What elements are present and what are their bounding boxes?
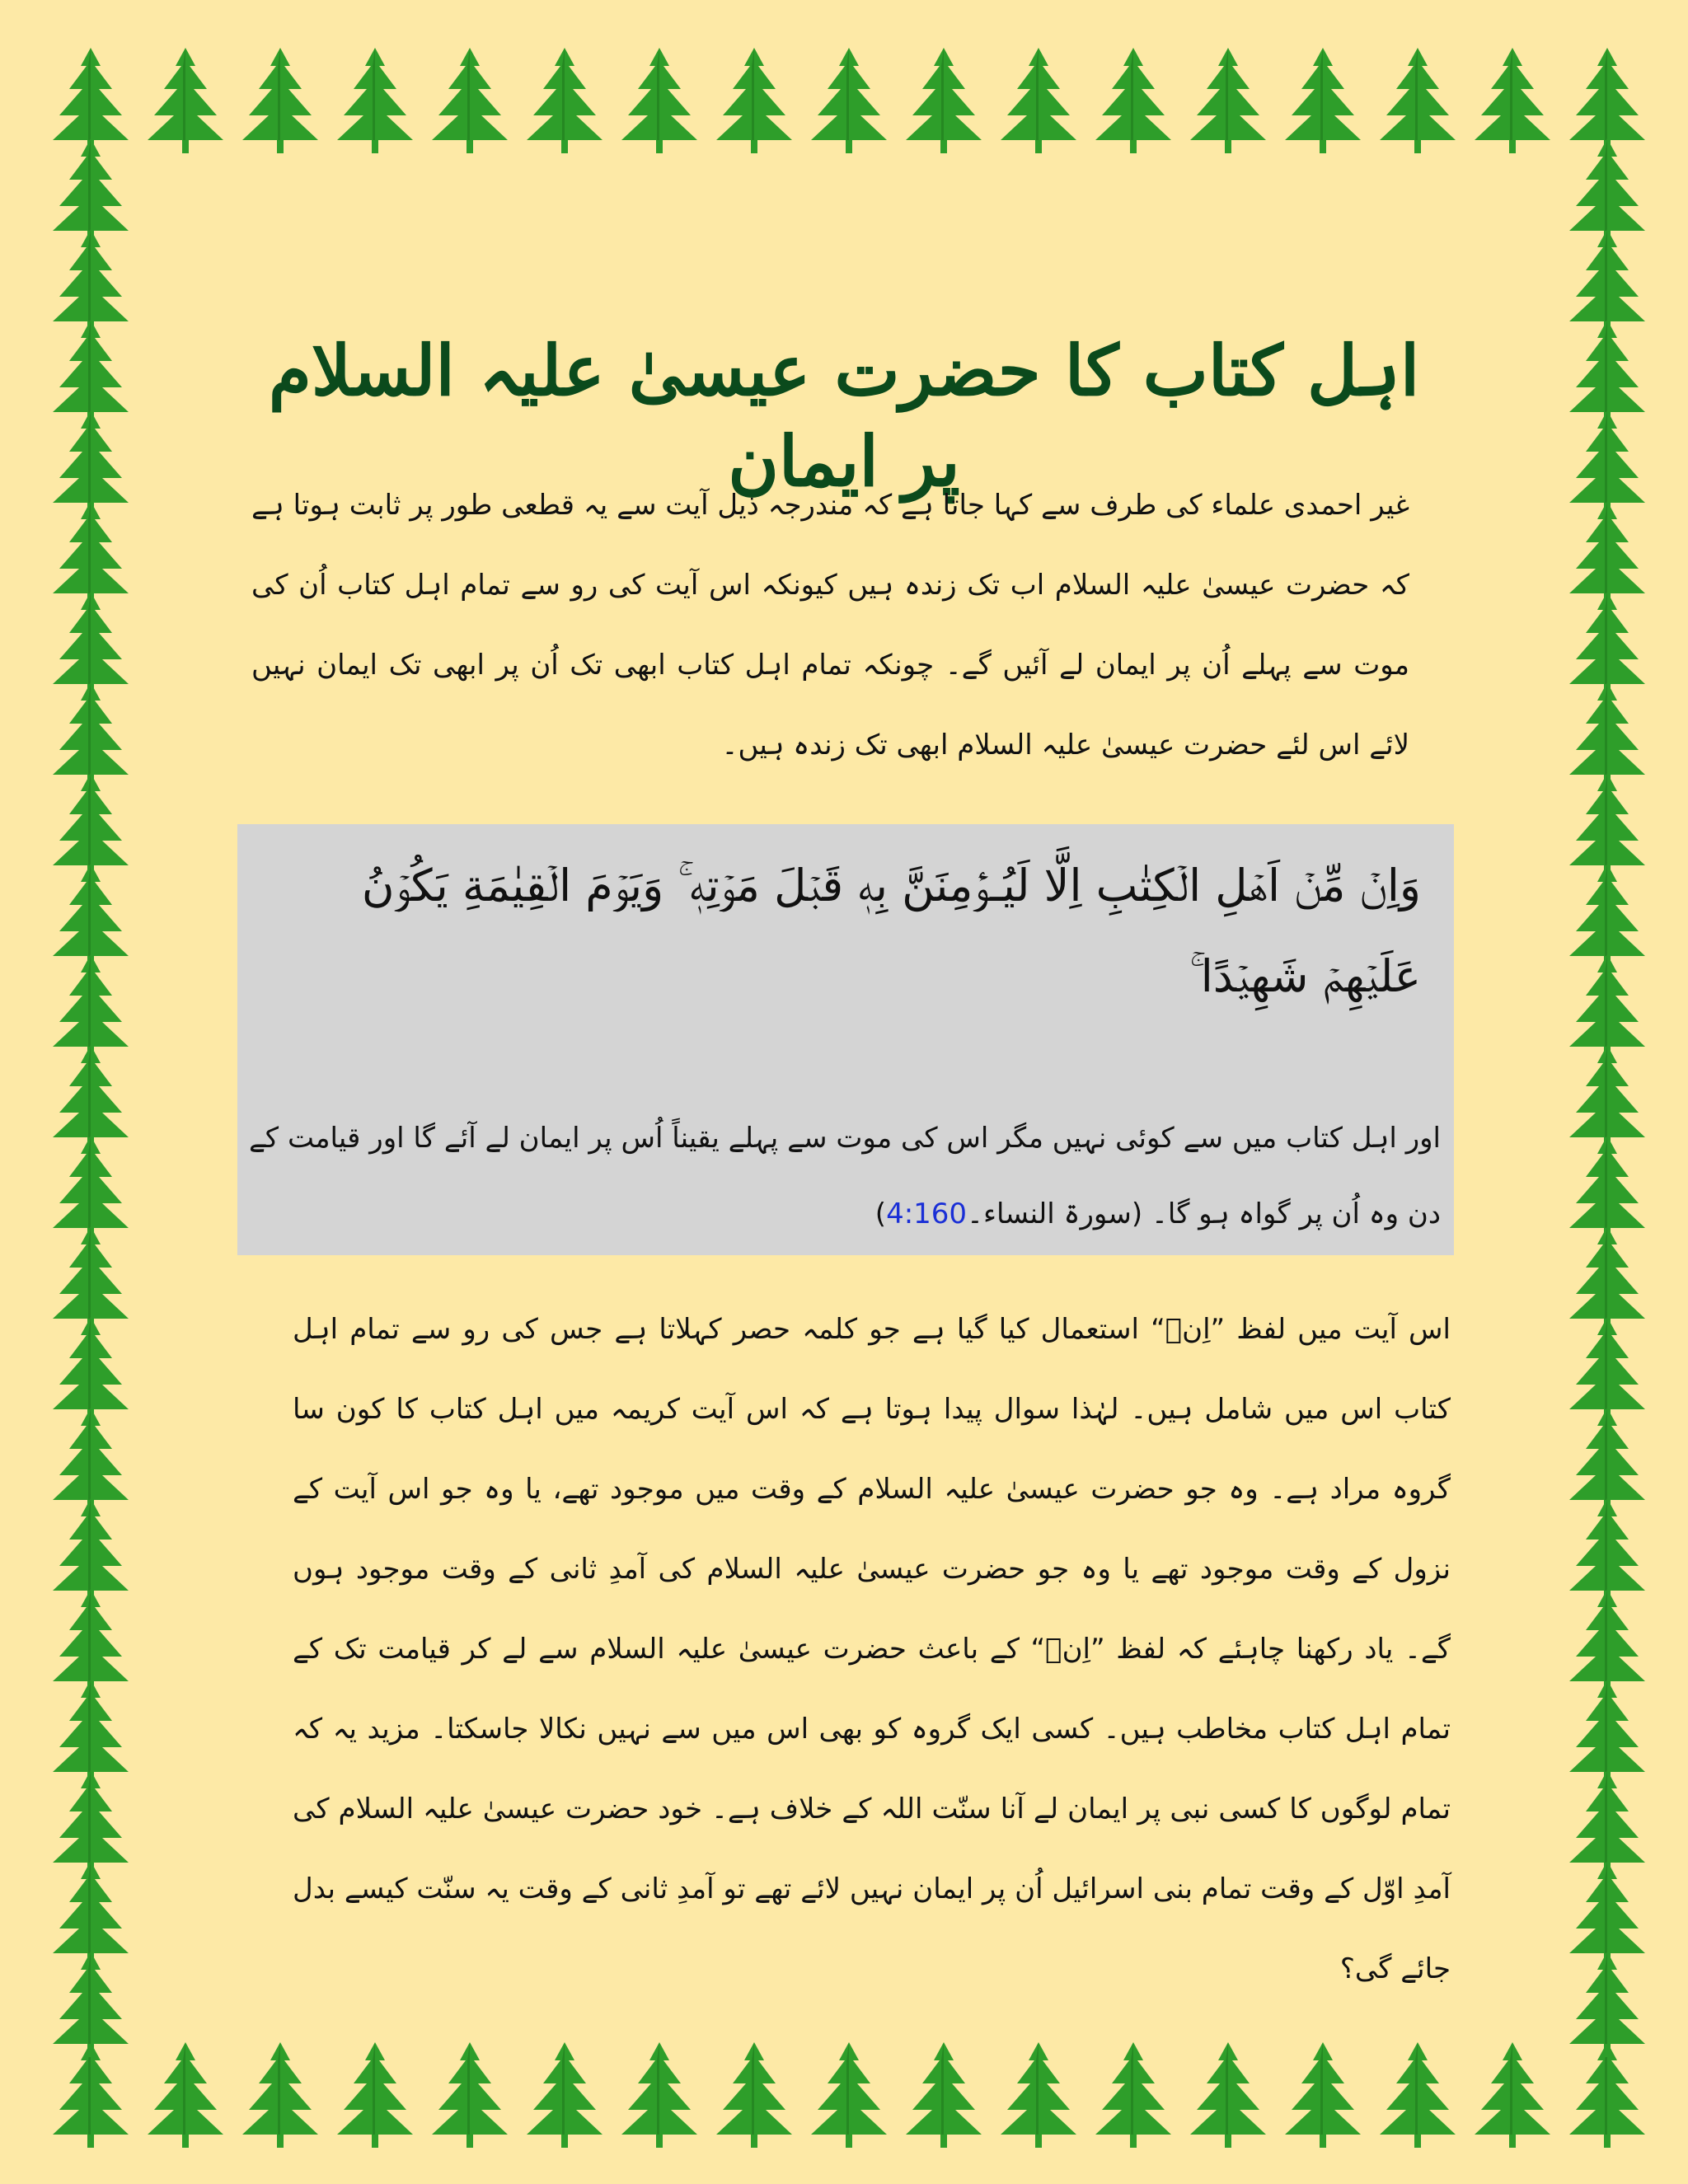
tree-icon bbox=[1475, 2042, 1550, 2148]
verse-translation bbox=[249, 1100, 1441, 1252]
tree-icon bbox=[811, 48, 887, 153]
tree-icon bbox=[906, 2042, 982, 2148]
tree-icon bbox=[1569, 864, 1645, 969]
tree-icon bbox=[1569, 138, 1645, 244]
tree-icon bbox=[1569, 48, 1645, 153]
tree-icon bbox=[1569, 1770, 1645, 1876]
tree-icon bbox=[1475, 48, 1550, 153]
tree-icon bbox=[53, 48, 129, 153]
tree-icon bbox=[53, 1952, 129, 2057]
tree-icon bbox=[1569, 2042, 1645, 2148]
intro-paragraph: غیر احمدی علماء کی طرف سے کہا جاتا ہے کہ مندرجہ ذیل آیت سے یہ قطعی طور پر ثابت ہوتا ہے کہ حضرت عیسیٰ علیہ السلام اب تک زندہ ہیں کیونکہ اس آیت کی رو سے تمام اہل کتاب اُن کی موت سے پہلے اُن پر ایمان لے آئیں گے۔ چونکہ تمام اہل کتاب ابھی تک اُن پر ابھی تک ایمان نہیں لائے اس لئے حضرت عیسیٰ علیہ السلام ابھی تک زندہ ہیں۔ bbox=[251, 489, 1409, 762]
tree-icon bbox=[53, 773, 129, 879]
tree-icon bbox=[53, 592, 129, 697]
tree-icon bbox=[1285, 48, 1361, 153]
tree-icon bbox=[716, 2042, 792, 2148]
tree-icon bbox=[53, 682, 129, 788]
tree-icon bbox=[1569, 1136, 1645, 1241]
verse-reference: 4:160 bbox=[886, 1197, 968, 1230]
tree-icon bbox=[53, 1770, 129, 1876]
tree-icon bbox=[1569, 954, 1645, 1060]
tree-icon bbox=[53, 501, 129, 607]
tree-icon bbox=[53, 954, 129, 1060]
tree-icon bbox=[1569, 1226, 1645, 1332]
tree-icon bbox=[1001, 2042, 1076, 2148]
tree-icon bbox=[527, 48, 603, 153]
tree-icon bbox=[1569, 1045, 1645, 1151]
tree-icon bbox=[1569, 410, 1645, 516]
tree-icon bbox=[53, 1226, 129, 1332]
tree-icon bbox=[53, 1498, 129, 1604]
tree-icon bbox=[53, 1861, 129, 1966]
tree-icon bbox=[242, 2042, 318, 2148]
tree-icon bbox=[1095, 2042, 1171, 2148]
tree-icon bbox=[53, 229, 129, 335]
tree-icon bbox=[1001, 48, 1076, 153]
tree-icon bbox=[1095, 48, 1171, 153]
tree-icon bbox=[1569, 1498, 1645, 1604]
tree-icon bbox=[1569, 682, 1645, 788]
tree-icon bbox=[53, 138, 129, 244]
tree-icon bbox=[1569, 320, 1645, 425]
tree-icon bbox=[1380, 48, 1456, 153]
body-paragraph: اس آیت میں لفظ ”اِنۡ“ استعمال کیا گیا ہے جو کلمہ حصر کہلاتا ہے جس کی رو سے تمام اہل کتاب اس میں شامل ہیں۔ لہٰذا سوال پیدا ہوتا ہے کہ اس آیت کریمہ میں اہل کتاب کا کون سا گروہ مراد ہے۔ وہ جو حضرت عیسیٰ علیہ السلام کے وقت میں موجود تھے، یا وہ جو اس آیت کے نزول کے وقت موجود تھے یا وہ جو حضرت عیسیٰ علیہ السلام کی آمدِ ثانی کے وقت موجود ہوں گے۔ یاد رکھنا چاہئے کہ لفظ ”اِنۡ“ کے باعث حضرت عیسیٰ علیہ السلام سے لے کر قیامت تک کے تمام اہل کتاب مخاطب ہیں۔ کسی ایک گروہ کو بھی اس میں سے نہیں نکالا جاسکتا۔ مزید یہ کہ تمام لوگوں کا کسی نبی پر ایمان لے آنا سنّت اللہ کے خلاف ہے۔ خود حضرت عیسیٰ علیہ السلام کی آمدِ اوّل کے وقت تمام بنی اسرائیل اُن پر ایمان نہیں لائے تھے تو آمدِ ثانی کے وقت یہ سنّت کیسے بدل جائے گی؟ bbox=[293, 1313, 1451, 1985]
tree-icon bbox=[1569, 1861, 1645, 1966]
tree-icon bbox=[53, 1589, 129, 1694]
tree-icon bbox=[1569, 773, 1645, 879]
reference-close: ) bbox=[874, 1197, 887, 1230]
tree-icon bbox=[53, 2042, 129, 2148]
tree-icon bbox=[53, 1680, 129, 1785]
tree-icon bbox=[148, 2042, 223, 2148]
tree-icon bbox=[527, 2042, 603, 2148]
tree-icon bbox=[148, 48, 223, 153]
tree-icon bbox=[906, 48, 982, 153]
tree-icon bbox=[811, 2042, 887, 2148]
tree-icon bbox=[621, 48, 697, 153]
page-title: اہل کتاب کا حضرت عیسیٰ علیہ السلام پر ایمان bbox=[268, 330, 1420, 502]
tree-icon bbox=[1569, 501, 1645, 607]
tree-icon bbox=[242, 48, 318, 153]
tree-icon bbox=[1569, 1408, 1645, 1513]
quran-quote-box bbox=[237, 824, 1454, 1255]
tree-icon bbox=[53, 1408, 129, 1513]
tree-icon bbox=[1569, 1589, 1645, 1694]
tree-icon bbox=[53, 320, 129, 425]
tree-icon bbox=[432, 48, 508, 153]
tree-icon bbox=[1569, 1952, 1645, 2057]
tree-icon bbox=[1380, 2042, 1456, 2148]
tree-icon bbox=[53, 864, 129, 969]
translation-text: اور اہل کتاب میں سے کوئی نہیں مگر اس کی موت سے پہلے یقیناً اُس پر ایمان لے آئے گا اور قیامت کے دن وہ اُن پر گواہ ہو گا۔ (سورۃ النساء۔ bbox=[249, 1122, 1441, 1230]
tree-icon bbox=[1569, 592, 1645, 697]
tree-icon bbox=[1190, 2042, 1266, 2148]
tree-icon bbox=[53, 1136, 129, 1241]
tree-icon bbox=[53, 1317, 129, 1422]
tree-icon bbox=[432, 2042, 508, 2148]
tree-icon bbox=[337, 2042, 413, 2148]
arabic-verse: وَاِنۡ مِّنۡ اَهۡلِ الۡكِتٰبِ اِلَّا لَيُـؤۡمِنَنَّ بِهٖ قَبۡلَ مَوۡتِهٖ‌ ۚ وَيَوۡمَ الۡقِيٰمَةِ يَكُوۡنُ عَلَيۡهِمۡ شَهِيۡدًا ۚ bbox=[361, 860, 1421, 1002]
tree-icon bbox=[53, 410, 129, 516]
tree-icon bbox=[1569, 229, 1645, 335]
tree-icon bbox=[337, 48, 413, 153]
tree-icon bbox=[1190, 48, 1266, 153]
tree-icon bbox=[1285, 2042, 1361, 2148]
tree-icon bbox=[1569, 1317, 1645, 1422]
tree-icon bbox=[1569, 1680, 1645, 1785]
tree-icon bbox=[53, 1045, 129, 1151]
tree-icon bbox=[716, 48, 792, 153]
tree-icon bbox=[621, 2042, 697, 2148]
